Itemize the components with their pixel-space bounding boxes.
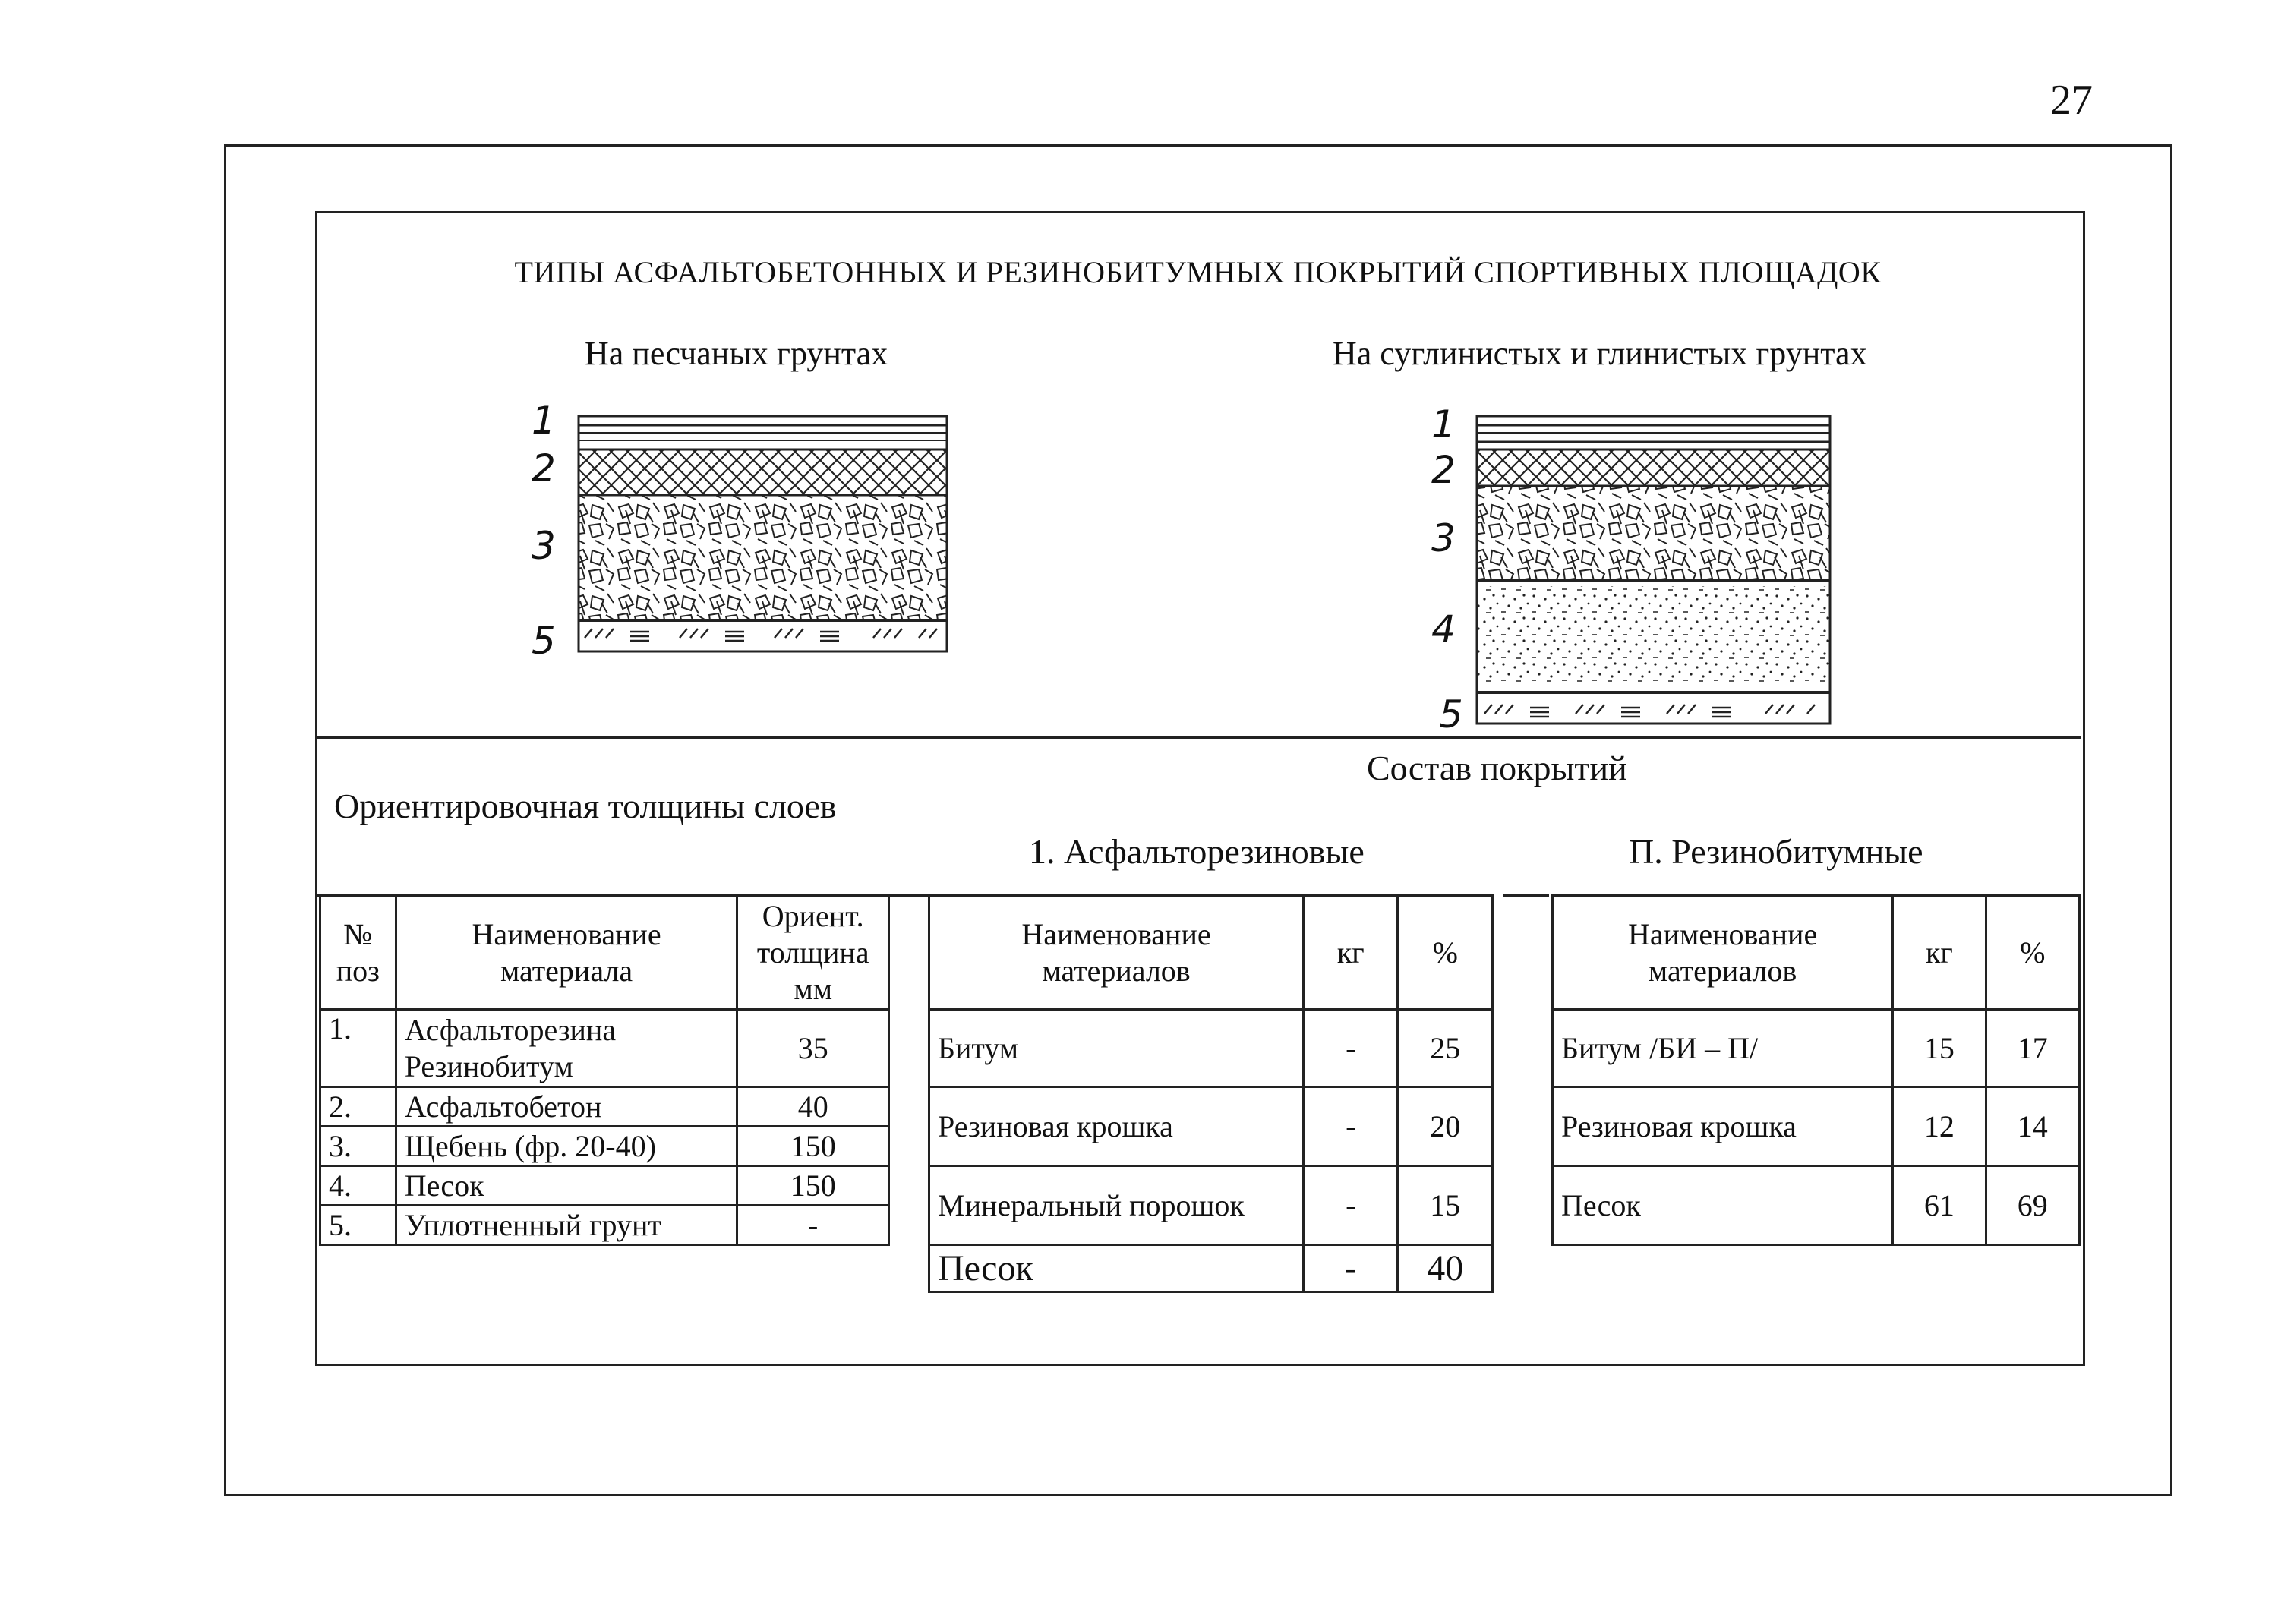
row-pct: 17 xyxy=(1986,1010,2079,1087)
table-row xyxy=(320,1010,889,1087)
table-row xyxy=(320,1087,889,1127)
right-pavement-cross-section xyxy=(1469,410,1834,733)
col-header-kg: кг xyxy=(1304,896,1398,1010)
row-name: Щебень (фр. 20-40) xyxy=(396,1127,737,1166)
row-kg: - xyxy=(1304,1245,1398,1292)
table-row xyxy=(1553,1010,2080,1087)
table-row xyxy=(929,1087,1493,1166)
row-kg: 12 xyxy=(1893,1087,1986,1166)
row-pct: 20 xyxy=(1398,1087,1493,1166)
col-header-kg: кг xyxy=(1893,896,1986,1010)
col-header-thickness: Ориент. толщина мм xyxy=(737,896,889,1010)
table-header-row xyxy=(320,896,889,1010)
right-layer-label-3: 3 xyxy=(1431,516,1456,560)
row-name: Битум xyxy=(929,1010,1304,1087)
left-layer-label-3: 3 xyxy=(532,524,556,568)
row-value: 150 xyxy=(737,1166,889,1206)
table-row xyxy=(320,1127,889,1166)
row-pct: 40 xyxy=(1398,1245,1493,1292)
row-name: Песок xyxy=(929,1245,1304,1292)
table-row xyxy=(929,1010,1493,1087)
page-number: 27 xyxy=(2050,77,2093,124)
right-layer-label-4: 4 xyxy=(1431,607,1456,651)
section-divider xyxy=(315,736,2081,739)
row-name: Уплотненный грунт xyxy=(396,1206,737,1245)
composition-heading: Состав покрытий xyxy=(1367,749,1627,787)
left-layer-label-1: 1 xyxy=(532,399,556,443)
table-row xyxy=(1553,1166,2080,1245)
right-layer-label-1: 1 xyxy=(1431,402,1456,446)
row-value: 35 xyxy=(737,1010,889,1087)
row-kg: - xyxy=(1304,1010,1398,1087)
right-diagram-caption: На суглинистых и глинистых грунтах xyxy=(1333,335,1867,372)
row-name: Минеральный порошок xyxy=(929,1166,1304,1245)
rubber-composition-table xyxy=(1551,894,2081,1246)
thickness-heading: Ориентировочная толщины слоев xyxy=(334,787,837,825)
row-name: Битум /БИ – П/ xyxy=(1553,1010,1893,1087)
right-layer-label-5: 5 xyxy=(1439,692,1463,736)
left-layer-label-2: 2 xyxy=(532,446,556,490)
table-row xyxy=(1553,1087,2080,1166)
row-name: Резиновая крошка xyxy=(929,1087,1304,1166)
table-row xyxy=(929,1245,1493,1292)
asphalt-composition-table xyxy=(928,894,1494,1293)
row-num: 5. xyxy=(320,1206,396,1245)
row-name: Асфальторезина Резинобитум xyxy=(396,1010,737,1087)
col-header-name: Наименование материалов xyxy=(1553,896,1893,1010)
left-layer-label-5: 5 xyxy=(532,619,556,663)
table-header-row xyxy=(929,896,1493,1010)
row-num: 3. xyxy=(320,1127,396,1166)
row-num: 4. xyxy=(320,1166,396,1206)
row-num: 1. xyxy=(320,1010,396,1087)
row-name: Асфальтобетон xyxy=(396,1087,737,1127)
thickness-table xyxy=(319,894,890,1246)
col-header-num: № поз xyxy=(320,896,396,1010)
right-layer-label-2: 2 xyxy=(1431,448,1456,492)
col-header-name: Наименование материалов xyxy=(929,896,1304,1010)
row-kg: 61 xyxy=(1893,1166,1986,1245)
table-top-line-right xyxy=(1503,894,1549,897)
row-value: 40 xyxy=(737,1087,889,1127)
row-value: - xyxy=(737,1206,889,1245)
table-header-row xyxy=(1553,896,2080,1010)
table-row xyxy=(929,1166,1493,1245)
table-row xyxy=(320,1206,889,1245)
table-row xyxy=(320,1166,889,1206)
row-num: 2. xyxy=(320,1087,396,1127)
row-kg: 15 xyxy=(1893,1010,1986,1087)
row-kg: - xyxy=(1304,1087,1398,1166)
left-diagram-caption: На песчаных грунтах xyxy=(585,335,888,372)
row-name: Песок xyxy=(1553,1166,1893,1245)
page-title: ТИПЫ АСФАЛЬТОБЕТОННЫХ И РЕЗИНОБИТУМНЫХ ПОКРЫТИЙ СПОРТИВНЫХ ПЛОЩАДОК xyxy=(514,255,1882,289)
row-value: 150 xyxy=(737,1127,889,1166)
left-pavement-cross-section xyxy=(570,410,949,661)
row-pct: 69 xyxy=(1986,1166,2079,1245)
rubber-title: П. Резинобитумные xyxy=(1629,832,1923,871)
row-pct: 14 xyxy=(1986,1087,2079,1166)
asphalt-title: 1. Асфальторезиновые xyxy=(1029,832,1365,871)
col-header-pct: % xyxy=(1398,896,1493,1010)
row-pct: 25 xyxy=(1398,1010,1493,1087)
row-kg: - xyxy=(1304,1166,1398,1245)
col-header-pct: % xyxy=(1986,896,2079,1010)
col-header-name: Наименование материала xyxy=(396,896,737,1010)
row-pct: 15 xyxy=(1398,1166,1493,1245)
row-name: Песок xyxy=(396,1166,737,1206)
row-name: Резиновая крошка xyxy=(1553,1087,1893,1166)
